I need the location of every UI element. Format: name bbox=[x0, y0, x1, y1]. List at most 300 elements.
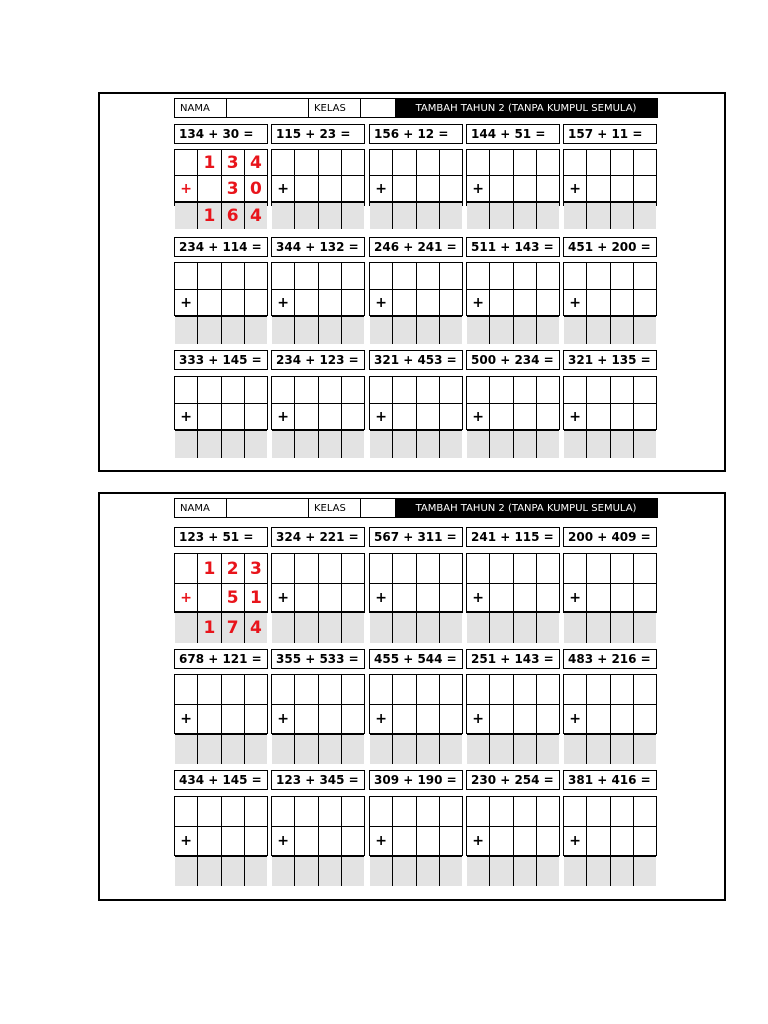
digit-box[interactable] bbox=[490, 675, 513, 704]
digit-box[interactable] bbox=[198, 317, 221, 344]
digit-box[interactable] bbox=[295, 290, 318, 315]
kelas-input-box[interactable] bbox=[361, 499, 395, 517]
digit-box[interactable] bbox=[564, 431, 587, 458]
nama-input-box[interactable] bbox=[227, 499, 309, 517]
digit-box[interactable] bbox=[587, 203, 610, 229]
digit-box[interactable] bbox=[319, 150, 342, 175]
digit-box[interactable] bbox=[587, 377, 610, 403]
digit-box[interactable] bbox=[370, 150, 393, 175]
digit-box[interactable] bbox=[222, 377, 245, 403]
digit-box[interactable] bbox=[370, 735, 393, 764]
digit-box[interactable] bbox=[370, 613, 393, 643]
digit-box[interactable] bbox=[564, 554, 587, 583]
digit-box[interactable] bbox=[319, 735, 342, 764]
digit-box[interactable] bbox=[440, 735, 462, 764]
answer-grid[interactable] bbox=[271, 149, 365, 206]
answer-grid[interactable] bbox=[466, 553, 560, 613]
digit-box[interactable] bbox=[587, 176, 610, 201]
digit-box[interactable] bbox=[537, 263, 559, 289]
answer-grid[interactable] bbox=[369, 149, 463, 206]
kelas-input-box[interactable] bbox=[361, 99, 395, 117]
digit-box[interactable] bbox=[342, 857, 364, 886]
digit-box[interactable] bbox=[634, 404, 656, 429]
digit-box[interactable] bbox=[634, 705, 656, 733]
digit-box[interactable] bbox=[295, 584, 318, 611]
digit-box[interactable] bbox=[175, 554, 198, 583]
digit-box[interactable] bbox=[417, 404, 440, 429]
digit-box[interactable] bbox=[634, 377, 656, 403]
answer-grid[interactable] bbox=[271, 376, 365, 430]
digit-box[interactable] bbox=[222, 431, 245, 458]
digit-box[interactable] bbox=[587, 554, 610, 583]
digit-box[interactable] bbox=[417, 584, 440, 611]
digit-box[interactable] bbox=[319, 675, 342, 704]
digit-box[interactable] bbox=[198, 263, 221, 289]
digit-box[interactable] bbox=[611, 705, 634, 733]
digit-box[interactable] bbox=[272, 675, 295, 704]
digit-box[interactable] bbox=[537, 404, 559, 429]
digit-box[interactable] bbox=[537, 857, 559, 886]
digit-box[interactable] bbox=[319, 404, 342, 429]
digit-box[interactable] bbox=[611, 797, 634, 826]
digit-box[interactable] bbox=[342, 675, 364, 704]
digit-box[interactable] bbox=[514, 554, 537, 583]
digit-box[interactable] bbox=[537, 584, 559, 611]
digit-box[interactable] bbox=[537, 675, 559, 704]
digit-box[interactable] bbox=[295, 554, 318, 583]
digit-box[interactable] bbox=[393, 404, 416, 429]
digit-box[interactable] bbox=[393, 584, 416, 611]
digit-box[interactable] bbox=[490, 377, 513, 403]
digit-box[interactable] bbox=[370, 554, 393, 583]
digit-box[interactable] bbox=[587, 705, 610, 733]
answer-grid[interactable] bbox=[369, 674, 463, 734]
answer-grid[interactable] bbox=[174, 796, 268, 856]
digit-box[interactable] bbox=[564, 203, 587, 229]
digit-box[interactable] bbox=[175, 263, 198, 289]
digit-box[interactable] bbox=[319, 584, 342, 611]
digit-box[interactable] bbox=[440, 377, 462, 403]
digit-box[interactable] bbox=[564, 797, 587, 826]
digit-box[interactable] bbox=[417, 613, 440, 643]
digit-box[interactable] bbox=[514, 827, 537, 855]
digit-box[interactable] bbox=[295, 797, 318, 826]
digit-box[interactable] bbox=[393, 203, 416, 229]
digit-box[interactable] bbox=[564, 675, 587, 704]
digit-box[interactable] bbox=[587, 317, 610, 344]
digit-box[interactable] bbox=[611, 554, 634, 583]
digit-box[interactable] bbox=[440, 613, 462, 643]
digit-box[interactable] bbox=[222, 797, 245, 826]
digit-box[interactable] bbox=[272, 203, 295, 229]
digit-box[interactable] bbox=[295, 735, 318, 764]
digit-box[interactable] bbox=[440, 797, 462, 826]
digit-box[interactable] bbox=[272, 797, 295, 826]
digit-box[interactable] bbox=[537, 797, 559, 826]
digit-box[interactable] bbox=[175, 613, 198, 643]
digit-box[interactable] bbox=[342, 404, 364, 429]
digit-box[interactable] bbox=[634, 797, 656, 826]
digit-box[interactable] bbox=[537, 431, 559, 458]
digit-box[interactable] bbox=[342, 584, 364, 611]
digit-box[interactable] bbox=[514, 705, 537, 733]
digit-box[interactable] bbox=[245, 735, 267, 764]
digit-box[interactable] bbox=[222, 675, 245, 704]
digit-box[interactable] bbox=[611, 203, 634, 229]
digit-box[interactable] bbox=[342, 317, 364, 344]
answer-grid[interactable] bbox=[174, 553, 268, 638]
digit-box[interactable] bbox=[245, 290, 267, 315]
digit-box[interactable] bbox=[370, 203, 393, 229]
digit-box[interactable] bbox=[417, 263, 440, 289]
digit-box[interactable] bbox=[342, 735, 364, 764]
digit-box[interactable] bbox=[245, 317, 267, 344]
digit-box[interactable] bbox=[417, 203, 440, 229]
digit-box[interactable] bbox=[634, 857, 656, 886]
digit-box[interactable] bbox=[611, 377, 634, 403]
digit-box[interactable] bbox=[634, 675, 656, 704]
digit-box[interactable] bbox=[467, 857, 490, 886]
digit-box[interactable] bbox=[611, 675, 634, 704]
digit-box[interactable] bbox=[393, 150, 416, 175]
answer-grid[interactable] bbox=[369, 553, 463, 613]
digit-box[interactable] bbox=[198, 735, 221, 764]
digit-box[interactable] bbox=[537, 735, 559, 764]
digit-box[interactable] bbox=[537, 176, 559, 201]
digit-box[interactable] bbox=[440, 554, 462, 583]
digit-box[interactable] bbox=[440, 290, 462, 315]
digit-box[interactable] bbox=[393, 675, 416, 704]
digit-box[interactable] bbox=[611, 317, 634, 344]
digit-box[interactable] bbox=[611, 827, 634, 855]
digit-box[interactable] bbox=[295, 827, 318, 855]
digit-box[interactable] bbox=[634, 203, 656, 229]
digit-box[interactable] bbox=[393, 263, 416, 289]
answer-grid[interactable] bbox=[466, 796, 560, 856]
digit-box[interactable] bbox=[587, 263, 610, 289]
digit-box[interactable] bbox=[490, 203, 513, 229]
answer-grid[interactable] bbox=[563, 553, 657, 613]
digit-box[interactable] bbox=[490, 150, 513, 175]
digit-box[interactable] bbox=[611, 263, 634, 289]
digit-box[interactable] bbox=[440, 150, 462, 175]
digit-box[interactable] bbox=[611, 290, 634, 315]
digit-box[interactable] bbox=[295, 203, 318, 229]
digit-box[interactable] bbox=[564, 150, 587, 175]
digit-box[interactable] bbox=[393, 290, 416, 315]
digit-box[interactable] bbox=[393, 176, 416, 201]
digit-box[interactable] bbox=[295, 404, 318, 429]
digit-box[interactable] bbox=[634, 554, 656, 583]
digit-box[interactable] bbox=[564, 613, 587, 643]
answer-grid[interactable] bbox=[466, 376, 560, 430]
digit-box[interactable] bbox=[222, 827, 245, 855]
digit-box[interactable] bbox=[634, 150, 656, 175]
digit-box[interactable] bbox=[175, 431, 198, 458]
digit-box[interactable] bbox=[417, 176, 440, 201]
answer-grid[interactable] bbox=[271, 553, 365, 613]
digit-box[interactable] bbox=[342, 705, 364, 733]
digit-box[interactable] bbox=[537, 705, 559, 733]
digit-box[interactable] bbox=[564, 317, 587, 344]
digit-box[interactable] bbox=[198, 584, 221, 611]
digit-box[interactable] bbox=[319, 554, 342, 583]
digit-box[interactable] bbox=[319, 203, 342, 229]
digit-box[interactable] bbox=[370, 675, 393, 704]
digit-box[interactable] bbox=[587, 290, 610, 315]
digit-box[interactable] bbox=[272, 150, 295, 175]
digit-box[interactable] bbox=[490, 827, 513, 855]
answer-grid[interactable] bbox=[369, 796, 463, 856]
digit-box[interactable] bbox=[514, 584, 537, 611]
digit-box[interactable] bbox=[175, 377, 198, 403]
digit-box[interactable] bbox=[393, 705, 416, 733]
digit-box[interactable] bbox=[319, 290, 342, 315]
digit-box[interactable] bbox=[222, 263, 245, 289]
digit-box[interactable] bbox=[514, 203, 537, 229]
digit-box[interactable] bbox=[490, 705, 513, 733]
digit-box[interactable] bbox=[587, 404, 610, 429]
digit-box[interactable] bbox=[342, 290, 364, 315]
digit-box[interactable] bbox=[587, 584, 610, 611]
digit-box[interactable] bbox=[537, 150, 559, 175]
digit-box[interactable] bbox=[175, 675, 198, 704]
digit-box[interactable] bbox=[611, 150, 634, 175]
digit-box[interactable] bbox=[175, 735, 198, 764]
digit-box[interactable] bbox=[467, 203, 490, 229]
digit-box[interactable] bbox=[467, 431, 490, 458]
digit-box[interactable] bbox=[634, 584, 656, 611]
digit-box[interactable] bbox=[245, 431, 267, 458]
digit-box[interactable] bbox=[272, 857, 295, 886]
digit-box[interactable] bbox=[393, 797, 416, 826]
digit-box[interactable] bbox=[514, 150, 537, 175]
digit-box[interactable] bbox=[440, 263, 462, 289]
digit-box[interactable] bbox=[467, 797, 490, 826]
digit-box[interactable] bbox=[587, 431, 610, 458]
digit-box[interactable] bbox=[490, 735, 513, 764]
digit-box[interactable] bbox=[393, 857, 416, 886]
answer-grid[interactable] bbox=[174, 376, 268, 430]
answer-grid[interactable] bbox=[369, 376, 463, 430]
digit-box[interactable] bbox=[342, 176, 364, 201]
digit-box[interactable] bbox=[319, 317, 342, 344]
answer-grid[interactable] bbox=[271, 262, 365, 316]
answer-grid[interactable] bbox=[563, 796, 657, 856]
digit-box[interactable] bbox=[514, 404, 537, 429]
digit-box[interactable] bbox=[370, 377, 393, 403]
digit-box[interactable] bbox=[393, 827, 416, 855]
digit-box[interactable] bbox=[393, 613, 416, 643]
digit-box[interactable] bbox=[490, 290, 513, 315]
digit-box[interactable] bbox=[490, 263, 513, 289]
digit-box[interactable] bbox=[514, 675, 537, 704]
digit-box[interactable] bbox=[417, 827, 440, 855]
digit-box[interactable] bbox=[342, 431, 364, 458]
digit-box[interactable] bbox=[417, 150, 440, 175]
digit-box[interactable] bbox=[198, 705, 221, 733]
digit-box[interactable] bbox=[611, 735, 634, 764]
digit-box[interactable] bbox=[537, 827, 559, 855]
digit-box[interactable] bbox=[370, 797, 393, 826]
digit-box[interactable] bbox=[417, 317, 440, 344]
digit-box[interactable] bbox=[295, 263, 318, 289]
digit-box[interactable] bbox=[467, 613, 490, 643]
digit-box[interactable] bbox=[342, 797, 364, 826]
digit-box[interactable] bbox=[222, 705, 245, 733]
digit-box[interactable] bbox=[587, 735, 610, 764]
digit-box[interactable] bbox=[342, 263, 364, 289]
digit-box[interactable] bbox=[537, 317, 559, 344]
digit-box[interactable] bbox=[467, 554, 490, 583]
answer-grid[interactable] bbox=[174, 149, 268, 226]
digit-box[interactable] bbox=[417, 675, 440, 704]
digit-box[interactable] bbox=[198, 797, 221, 826]
nama-input-box[interactable] bbox=[227, 99, 309, 117]
digit-box[interactable] bbox=[514, 317, 537, 344]
digit-box[interactable] bbox=[342, 613, 364, 643]
digit-box[interactable] bbox=[319, 263, 342, 289]
digit-box[interactable] bbox=[417, 797, 440, 826]
digit-box[interactable] bbox=[393, 377, 416, 403]
digit-box[interactable] bbox=[370, 317, 393, 344]
digit-box[interactable] bbox=[370, 263, 393, 289]
digit-box[interactable] bbox=[440, 827, 462, 855]
digit-box[interactable] bbox=[245, 857, 267, 886]
digit-box[interactable] bbox=[490, 797, 513, 826]
digit-box[interactable] bbox=[514, 613, 537, 643]
digit-box[interactable] bbox=[175, 150, 198, 175]
digit-box[interactable] bbox=[611, 857, 634, 886]
digit-box[interactable] bbox=[295, 150, 318, 175]
digit-box[interactable] bbox=[490, 317, 513, 344]
digit-box[interactable] bbox=[245, 263, 267, 289]
digit-box[interactable] bbox=[490, 431, 513, 458]
digit-box[interactable] bbox=[440, 705, 462, 733]
digit-box[interactable] bbox=[175, 317, 198, 344]
answer-grid[interactable] bbox=[466, 674, 560, 734]
answer-grid[interactable] bbox=[174, 262, 268, 316]
digit-box[interactable] bbox=[467, 317, 490, 344]
answer-grid[interactable] bbox=[466, 149, 560, 206]
digit-box[interactable] bbox=[198, 377, 221, 403]
digit-box[interactable] bbox=[467, 150, 490, 175]
digit-box[interactable] bbox=[634, 735, 656, 764]
answer-grid[interactable] bbox=[271, 674, 365, 734]
digit-box[interactable] bbox=[295, 857, 318, 886]
digit-box[interactable] bbox=[467, 675, 490, 704]
digit-box[interactable] bbox=[564, 857, 587, 886]
digit-box[interactable] bbox=[634, 317, 656, 344]
digit-box[interactable] bbox=[245, 377, 267, 403]
digit-box[interactable] bbox=[295, 176, 318, 201]
digit-box[interactable] bbox=[514, 431, 537, 458]
digit-box[interactable] bbox=[634, 263, 656, 289]
digit-box[interactable] bbox=[222, 317, 245, 344]
answer-grid[interactable] bbox=[466, 262, 560, 316]
digit-box[interactable] bbox=[245, 827, 267, 855]
digit-box[interactable] bbox=[417, 431, 440, 458]
digit-box[interactable] bbox=[417, 857, 440, 886]
answer-grid[interactable] bbox=[563, 262, 657, 316]
digit-box[interactable] bbox=[342, 377, 364, 403]
digit-box[interactable] bbox=[440, 203, 462, 229]
digit-box[interactable] bbox=[440, 431, 462, 458]
digit-box[interactable] bbox=[514, 797, 537, 826]
digit-box[interactable] bbox=[564, 263, 587, 289]
digit-box[interactable] bbox=[198, 431, 221, 458]
digit-box[interactable] bbox=[198, 290, 221, 315]
digit-box[interactable] bbox=[319, 377, 342, 403]
digit-box[interactable] bbox=[490, 404, 513, 429]
digit-box[interactable] bbox=[417, 554, 440, 583]
digit-box[interactable] bbox=[467, 735, 490, 764]
answer-grid[interactable] bbox=[174, 674, 268, 734]
digit-box[interactable] bbox=[440, 857, 462, 886]
digit-box[interactable] bbox=[222, 735, 245, 764]
digit-box[interactable] bbox=[295, 613, 318, 643]
digit-box[interactable] bbox=[564, 735, 587, 764]
digit-box[interactable] bbox=[611, 176, 634, 201]
digit-box[interactable] bbox=[587, 827, 610, 855]
digit-box[interactable] bbox=[393, 317, 416, 344]
digit-box[interactable] bbox=[634, 613, 656, 643]
digit-box[interactable] bbox=[319, 431, 342, 458]
digit-box[interactable] bbox=[467, 377, 490, 403]
digit-box[interactable] bbox=[198, 857, 221, 886]
digit-box[interactable] bbox=[587, 613, 610, 643]
digit-box[interactable] bbox=[564, 377, 587, 403]
digit-box[interactable] bbox=[417, 377, 440, 403]
digit-box[interactable] bbox=[319, 705, 342, 733]
digit-box[interactable] bbox=[198, 176, 221, 201]
digit-box[interactable] bbox=[634, 431, 656, 458]
digit-box[interactable] bbox=[198, 404, 221, 429]
digit-box[interactable] bbox=[245, 404, 267, 429]
digit-box[interactable] bbox=[393, 431, 416, 458]
digit-box[interactable] bbox=[272, 377, 295, 403]
digit-box[interactable] bbox=[634, 827, 656, 855]
digit-box[interactable] bbox=[587, 797, 610, 826]
digit-box[interactable] bbox=[295, 431, 318, 458]
digit-box[interactable] bbox=[272, 317, 295, 344]
digit-box[interactable] bbox=[537, 290, 559, 315]
digit-box[interactable] bbox=[295, 377, 318, 403]
digit-box[interactable] bbox=[272, 735, 295, 764]
digit-box[interactable] bbox=[272, 431, 295, 458]
digit-box[interactable] bbox=[175, 857, 198, 886]
digit-box[interactable] bbox=[634, 176, 656, 201]
digit-box[interactable] bbox=[319, 613, 342, 643]
digit-box[interactable] bbox=[440, 584, 462, 611]
digit-box[interactable] bbox=[440, 176, 462, 201]
digit-box[interactable] bbox=[537, 554, 559, 583]
digit-box[interactable] bbox=[198, 675, 221, 704]
digit-box[interactable] bbox=[467, 263, 490, 289]
digit-box[interactable] bbox=[514, 857, 537, 886]
digit-box[interactable] bbox=[417, 705, 440, 733]
digit-box[interactable] bbox=[198, 827, 221, 855]
digit-box[interactable] bbox=[342, 554, 364, 583]
digit-box[interactable] bbox=[342, 203, 364, 229]
digit-box[interactable] bbox=[370, 431, 393, 458]
digit-box[interactable] bbox=[514, 263, 537, 289]
digit-box[interactable] bbox=[319, 857, 342, 886]
digit-box[interactable] bbox=[440, 675, 462, 704]
digit-box[interactable] bbox=[514, 735, 537, 764]
digit-box[interactable] bbox=[417, 290, 440, 315]
digit-box[interactable] bbox=[342, 827, 364, 855]
